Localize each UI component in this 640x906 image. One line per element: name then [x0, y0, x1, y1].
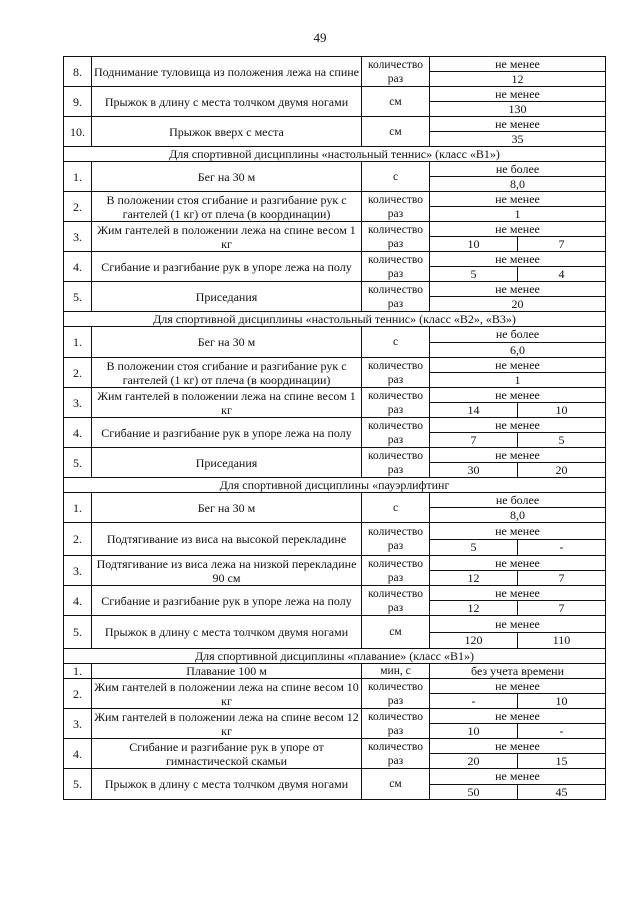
- exercise-name: В положении стоя сгибание и разгибание рук с гантелей (1 кг) от плеча (в координации): [92, 358, 362, 388]
- exercise-name: Подтягивание из виса на высокой перекладине: [92, 523, 362, 556]
- row-number: 4.: [64, 586, 92, 616]
- norm-qualifier: не менее: [430, 388, 606, 403]
- norm-qualifier: не менее: [430, 709, 606, 724]
- norm-value: 20: [430, 754, 518, 769]
- unit-label: см: [362, 117, 430, 147]
- norm-value: 7: [430, 433, 518, 448]
- norm-qualifier: не менее: [430, 448, 606, 463]
- norm-value: 20: [430, 297, 606, 312]
- table-row: [64, 117, 606, 132]
- norm-value: 8,0: [430, 177, 606, 192]
- norm-value: -: [518, 539, 606, 556]
- norm-value: 30: [430, 463, 518, 478]
- unit-label: количество раз: [362, 448, 430, 478]
- norm-qualifier: не менее: [430, 523, 606, 540]
- norm-value: 7: [518, 571, 606, 586]
- table-row: [64, 252, 606, 267]
- exercise-name: Приседания: [92, 282, 362, 312]
- unit-label: с: [362, 162, 430, 192]
- table-row: [64, 448, 606, 463]
- norm-value: 12: [430, 601, 518, 616]
- norm-value: 10: [518, 694, 606, 709]
- section-header-row: [64, 478, 606, 493]
- norm-qualifier: не менее: [430, 282, 606, 297]
- norm-value: 12: [430, 72, 606, 87]
- norm-qualifier: не более: [430, 493, 606, 508]
- norm-qualifier: не менее: [430, 418, 606, 433]
- table-row: [64, 709, 606, 724]
- unit-label: мин, с: [362, 664, 430, 679]
- table-row: [64, 616, 606, 633]
- page-number: 49: [313, 30, 327, 45]
- exercise-name: Жим гантелей в положении лежа на спине весом 1 кг: [92, 388, 362, 418]
- unit-label: см: [362, 769, 430, 800]
- row-number: 9.: [64, 87, 92, 117]
- exercise-name: Сгибание и разгибание рук в упоре лежа на полу: [92, 252, 362, 282]
- norm-qualifier: не менее: [430, 679, 606, 694]
- norm-qualifier: не более: [430, 162, 606, 177]
- section-title: Для спортивной дисциплины «настольный теннис» (класс «В2», «В3»): [64, 312, 606, 327]
- unit-label: количество раз: [362, 192, 430, 222]
- row-number: 8.: [64, 57, 92, 87]
- row-number: 4.: [64, 739, 92, 769]
- exercise-name: Бег на 30 м: [92, 493, 362, 523]
- exercise-name: Подтягивание из виса лежа на низкой перекладине 90 см: [92, 556, 362, 586]
- row-number: 2.: [64, 523, 92, 556]
- exercise-name: Приседания: [92, 448, 362, 478]
- unit-label: количество раз: [362, 556, 430, 586]
- table-row: [64, 523, 606, 540]
- exercise-name: Сгибание и разгибание рук в упоре лежа на полу: [92, 586, 362, 616]
- row-number: 2.: [64, 358, 92, 388]
- unit-label: количество раз: [362, 358, 430, 388]
- section-title: Для спортивной дисциплины «настольный теннис» (класс «В1»): [64, 147, 606, 162]
- norm-qualifier: не менее: [430, 358, 606, 373]
- unit-label: количество раз: [362, 388, 430, 418]
- section-title: Для спортивной дисциплины «плавание» (класс «В1»): [64, 649, 606, 664]
- unit-label: количество раз: [362, 709, 430, 739]
- table-row: [64, 358, 606, 373]
- norm-value: 35: [430, 132, 606, 147]
- section-header-row: [64, 649, 606, 664]
- exercise-name: Жим гантелей в положении лежа на спине весом 12 кг: [92, 709, 362, 739]
- exercise-name: Плавание 100 м: [92, 664, 362, 679]
- norm-value: 5: [518, 433, 606, 448]
- norm-qualifier: не менее: [430, 222, 606, 237]
- table-row: [64, 586, 606, 601]
- norm-value: 10: [518, 403, 606, 418]
- row-number: 4.: [64, 252, 92, 282]
- row-number: 5.: [64, 282, 92, 312]
- table-row: [64, 282, 606, 297]
- row-number: 1.: [64, 327, 92, 358]
- unit-label: с: [362, 493, 430, 523]
- norm-value: -: [518, 724, 606, 739]
- table-row: [64, 739, 606, 754]
- norm-qualifier: не менее: [430, 739, 606, 754]
- section-header-row: [64, 147, 606, 162]
- table-row: [64, 162, 606, 177]
- norm-value: 8,0: [430, 508, 606, 523]
- norm-qualifier: не менее: [430, 192, 606, 207]
- norm-qualifier: не менее: [430, 769, 606, 785]
- unit-label: количество раз: [362, 282, 430, 312]
- table-row: [64, 222, 606, 237]
- exercise-name: Бег на 30 м: [92, 162, 362, 192]
- norm-value: 130: [430, 102, 606, 117]
- norm-value: 4: [518, 267, 606, 282]
- norm-qualifier: не менее: [430, 616, 606, 633]
- table-row: [64, 769, 606, 785]
- norm-value: 7: [518, 237, 606, 252]
- unit-label: см: [362, 616, 430, 649]
- norm-value: 1: [430, 207, 606, 222]
- exercise-name: Прыжок в длину с места толчком двумя ногами: [92, 87, 362, 117]
- row-number: 1.: [64, 162, 92, 192]
- exercise-name: Бег на 30 м: [92, 327, 362, 358]
- row-number: 10.: [64, 117, 92, 147]
- row-number: 2.: [64, 679, 92, 709]
- norm-qualifier: не менее: [430, 117, 606, 132]
- row-number: 5.: [64, 616, 92, 649]
- exercise-name: Сгибание и разгибание рук в упоре от гимнастической скамьи: [92, 739, 362, 769]
- table-row: [64, 192, 606, 207]
- exercise-name: Прыжок в длину с места толчком двумя ногами: [92, 616, 362, 649]
- row-number: 5.: [64, 769, 92, 800]
- row-number: 5.: [64, 448, 92, 478]
- unit-label: количество раз: [362, 523, 430, 556]
- standards-table: [63, 56, 606, 800]
- norm-value: 12: [430, 571, 518, 586]
- row-number: 3.: [64, 388, 92, 418]
- exercise-name: Поднимание туловища из положения лежа на спине: [92, 57, 362, 87]
- row-number: 1.: [64, 493, 92, 523]
- norm-value: 20: [518, 463, 606, 478]
- norm-value: 5: [430, 539, 518, 556]
- table-row: [64, 493, 606, 508]
- exercise-name: Прыжок вверх с места: [92, 117, 362, 147]
- row-number: 2.: [64, 192, 92, 222]
- norm-value: 10: [430, 237, 518, 252]
- norm-value: 50: [430, 784, 518, 800]
- norm-value: 6,0: [430, 342, 606, 358]
- table-row: [64, 664, 606, 679]
- unit-label: количество раз: [362, 679, 430, 709]
- table-row: [64, 418, 606, 433]
- norm-qualifier: без учета времени: [430, 664, 606, 679]
- norm-value: 45: [518, 784, 606, 800]
- norm-value: 5: [430, 267, 518, 282]
- section-header-row: [64, 312, 606, 327]
- section-title: Для спортивной дисциплины «пауэрлифтинг: [64, 478, 606, 493]
- norm-qualifier: не более: [430, 327, 606, 343]
- table-row: [64, 57, 606, 72]
- row-number: 1.: [64, 664, 92, 679]
- unit-label: количество раз: [362, 586, 430, 616]
- norm-value: 14: [430, 403, 518, 418]
- norm-value: 120: [430, 632, 518, 649]
- unit-label: количество раз: [362, 739, 430, 769]
- unit-label: количество раз: [362, 418, 430, 448]
- norm-qualifier: не менее: [430, 87, 606, 102]
- norm-qualifier: не менее: [430, 556, 606, 571]
- unit-label: см: [362, 87, 430, 117]
- row-number: 3.: [64, 222, 92, 252]
- norm-value: -: [430, 694, 518, 709]
- unit-label: количество раз: [362, 222, 430, 252]
- unit-label: количество раз: [362, 252, 430, 282]
- norm-value: 10: [430, 724, 518, 739]
- exercise-name: В положении стоя сгибание и разгибание рук с гантелей (1 кг) от плеча (в координации): [92, 192, 362, 222]
- table-row: [64, 679, 606, 694]
- table-row: [64, 388, 606, 403]
- norm-qualifier: не менее: [430, 57, 606, 72]
- norm-qualifier: не менее: [430, 586, 606, 601]
- exercise-name: Жим гантелей в положении лежа на спине весом 1 кг: [92, 222, 362, 252]
- unit-label: количество раз: [362, 57, 430, 87]
- table-row: [64, 327, 606, 343]
- norm-value: 7: [518, 601, 606, 616]
- table-row: [64, 556, 606, 571]
- norm-value: 1: [430, 373, 606, 388]
- exercise-name: Прыжок в длину с места толчком двумя ногами: [92, 769, 362, 800]
- row-number: 4.: [64, 418, 92, 448]
- row-number: 3.: [64, 709, 92, 739]
- row-number: 3.: [64, 556, 92, 586]
- unit-label: с: [362, 327, 430, 358]
- table-row: [64, 87, 606, 102]
- exercise-name: Жим гантелей в положении лежа на спине весом 10 кг: [92, 679, 362, 709]
- norm-value: 15: [518, 754, 606, 769]
- norm-value: 110: [518, 632, 606, 649]
- norm-qualifier: не менее: [430, 252, 606, 267]
- exercise-name: Сгибание и разгибание рук в упоре лежа на полу: [92, 418, 362, 448]
